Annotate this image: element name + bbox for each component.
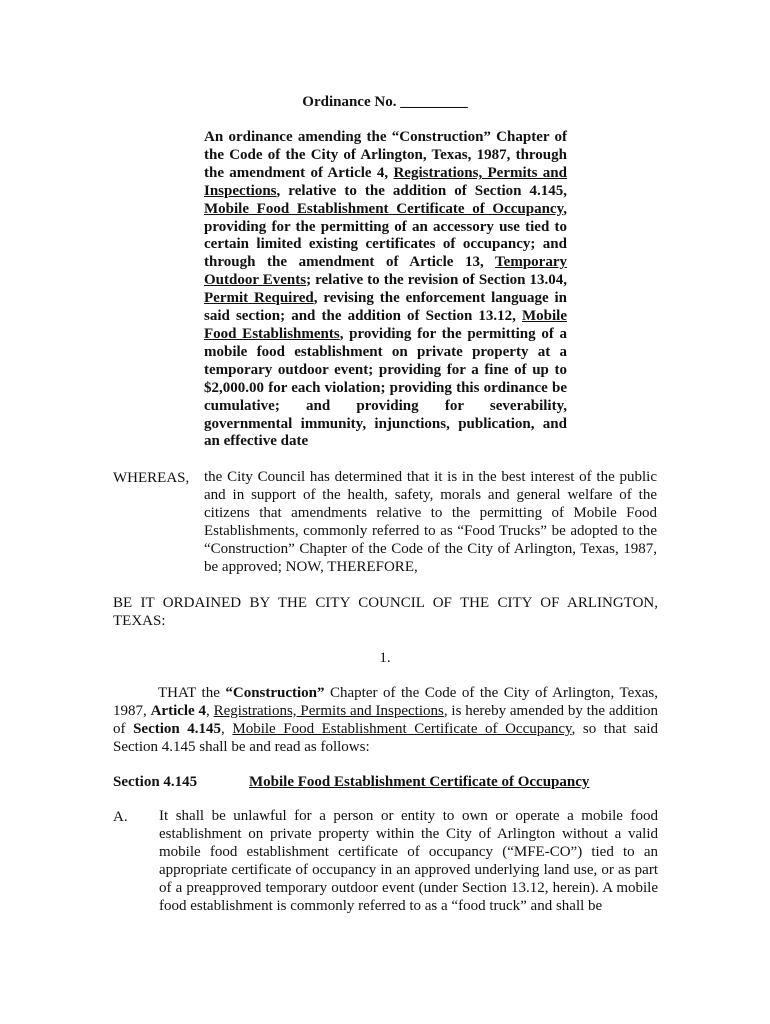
paragraph-bold-article: Article 4 [150, 702, 207, 719]
caption-section1304-title: Permit Required [204, 290, 314, 307]
paragraph-text: , is hereby amended by the addition of [113, 702, 658, 737]
paragraph-underline-article-title: Registrations, Permits and Inspections [213, 702, 444, 719]
caption-article13-title: Temporary Outdoor Events [204, 254, 567, 289]
item-a-label: A. [113, 809, 128, 825]
whereas-text: the City Council has determined that it is in the best interest of the public and in support of the health, safety, morals and general welfare of the citizens that amendments relative to the permitting of Mobile Food Establishments, commonly referred to as “Food Trucks” be adopted to the “Construction” Chapter of the Code of the City of Arlington, Texas, 1987, be approved; NOW, THEREFORE, [204, 469, 657, 575]
section-4145-heading: Mobile Food Establishment Certificate of Occupancy [249, 774, 590, 790]
paragraph-1 [113, 685, 658, 757]
paragraph-underline-section-title: Mobile Food Establishment Certificate of Occupancy [232, 720, 572, 737]
paragraph-text: , [221, 720, 233, 737]
ordinance-title: Ordinance No. _________ [302, 94, 468, 110]
caption-text: , revising the enforcement language in said section; and the addition of Section 13.12, [204, 290, 567, 325]
paragraph-text: Chapter of the Code of the City of Arlington, Texas, 1987, [113, 685, 658, 719]
item-a-text: It shall be unlawful for a person or entity to own or operate a mobile food establishment on private property within the City of Arlington without a valid mobile food establishment certificate of occupancy (“MFE-CO”) tied to an appropriate certificate of occupancy in an approved underlying land use, or as part of a preapproved temporary outdoor event (under Section 13.12, herein). A mobile food establishment is commonly referred to as a “food truck” and shall be [159, 808, 658, 914]
caption-section4145-title: Mobile Food Establishment Certificate of Occupancy [204, 200, 564, 217]
caption-text: , providing for the permitting of an accessory use tied to certain limited existing certificates of occupancy; and through the amendment of Article 13, [204, 200, 567, 271]
caption-text: , relative to the addition of Section 4.145, [276, 182, 567, 199]
paragraph-text: , [206, 702, 214, 719]
paragraph-text: , so that said Section 4.145 shall be and read as follows: [113, 720, 659, 755]
caption-article4-title: Registrations, Permits and Inspections [204, 164, 567, 199]
caption-text: , providing for the permitting of a mobile food establishment on private property at a temporary outdoor event; providing for a fine of up to $2,000.00 for each violation; providing this ordinance be cumulative; and providing for severability, governmental immunity, injunctions, publication, and an effective date [204, 325, 567, 450]
paragraph-text: THAT the [158, 685, 226, 701]
section-number: 1. [379, 650, 391, 666]
caption-text: An ordinance amending the “Construction” Chapter of the Code of the City of Arlington, Texas, 1987, through the amendment of Article 4, [204, 129, 567, 181]
ordinance-caption [204, 129, 567, 451]
caption-section1312-title: Mobile Food Establishments [204, 308, 567, 342]
section-4145-label: Section 4.145 [113, 774, 198, 790]
whereas-label: WHEREAS, [113, 470, 190, 486]
caption-text: ; relative to the revision of Section 13.04, [306, 272, 568, 289]
ordaining-clause: BE IT ORDAINED BY THE CITY COUNCIL OF THE CITY OF ARLINGTON, TEXAS: [113, 595, 658, 629]
paragraph-bold-section: Section 4.145 [133, 720, 222, 737]
paragraph-bold-chapter: “Construction” [225, 685, 325, 701]
